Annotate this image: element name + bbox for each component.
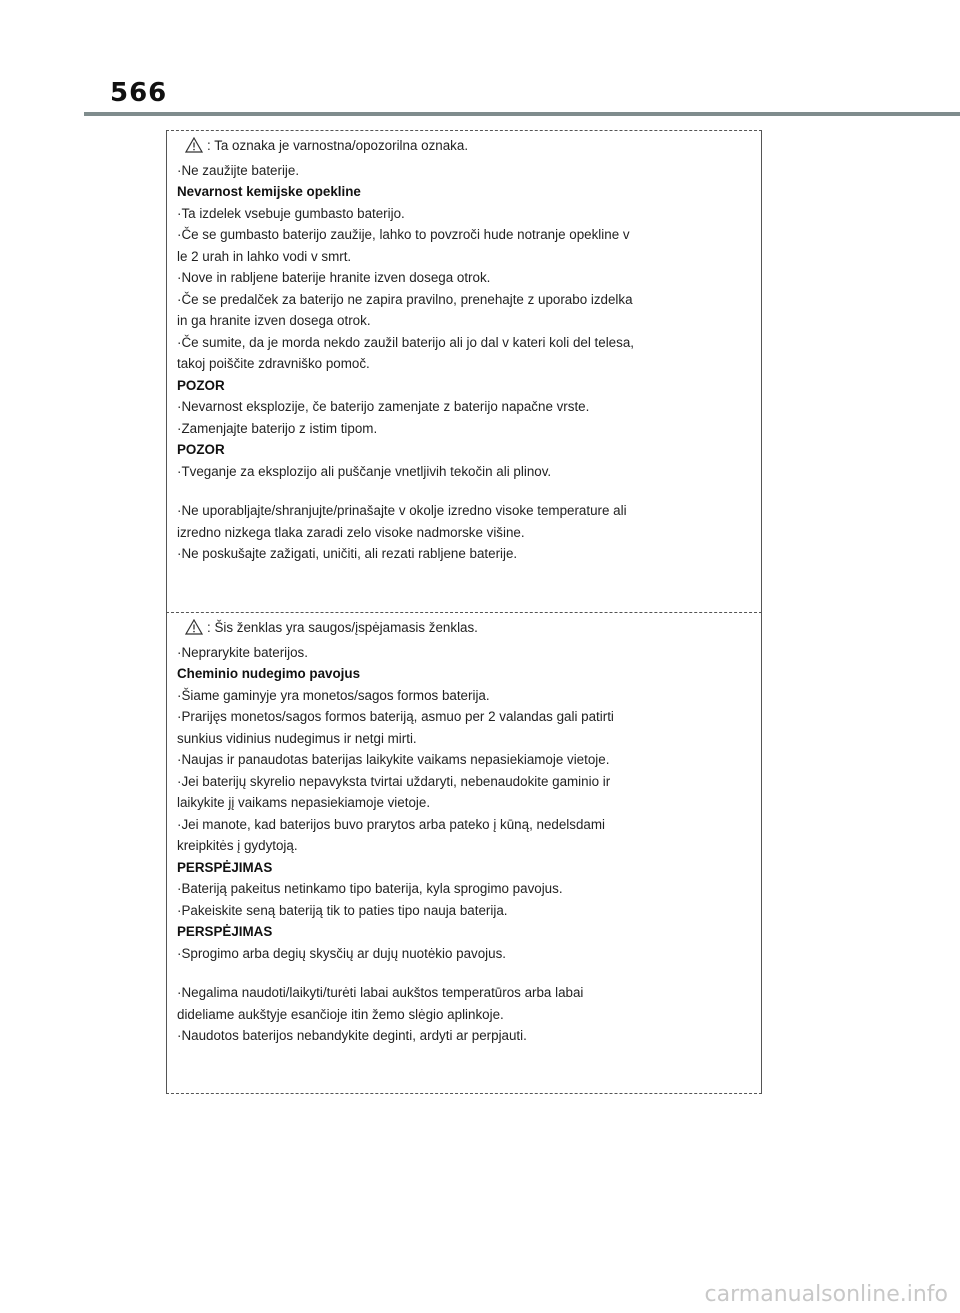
warning-title-line [177,135,761,160]
text-line: ·Nevarnost eksplozije, če baterijo zamenjate z baterijo napačne vrste. [177,399,590,414]
text-line: ·Ta izdelek vsebuje gumbasto baterijo. [177,205,405,221]
text-line: le 2 urah in lahko vodi v smrt. [177,248,352,264]
text-line: ·Če sumite, da je morda nekdo zaužil baterijo ali jo dal v kateri koli del telesa, [177,334,634,350]
text-line: sunkius vidinius nudegimus ir netgi mirti. [177,730,417,746]
header-rule [84,112,960,116]
section-lines [177,642,761,1047]
text-line: ·Jei manote, kad baterijos buvo prarytos arba pateko į kūną, nedelsdami [177,816,605,832]
text-line: ·Če se predalček za baterijo ne zapira pravilno, prenehajte z uporabo izdelka [177,291,633,307]
text-line: ·Zamenjajte baterijo z istim tipom. [177,420,378,436]
text-line: ·Prarijęs monetos/sagos formos bateriją, asmuo per 2 valandas gali patirti [177,709,614,724]
text-line: ·Naudotos baterijos nebandykite deginti, ardyti ar perpjauti. [177,1028,527,1043]
text-line: in ga hranite izven dosega otrok. [177,313,371,328]
text-line: ·Ne uporabljajte/shranjujte/prinašajte v okolje izredno visoke temperature ali [177,503,627,518]
section-heading: PERSPĖJIMAS [177,924,273,939]
text-line: ·Ne poskušajte zažigati, uničiti, ali rezati rabljene baterije. [177,546,518,561]
text-line: dideliame aukštyje esančioje itin žemo slėgio aplinkoje. [177,1006,504,1022]
text-line: ·Sprogimo arba degių skysčių ar dujų nuotėkio pavojus. [177,945,506,961]
warning-box-lithuanian [166,612,762,1094]
text-line: ·Pakeiskite seną bateriją tik to paties tipo nauja baterija. [177,902,508,918]
text-line: ·Bateriją pakeitus netinkamo tipo baterija, kyla sprogimo pavojus. [177,881,563,896]
warning-title-text: : Šis ženklas yra saugos/įspėjamasis ženklas. [207,620,478,635]
text-line: ·Če se gumbasto baterijo zaužije, lahko to povzroči hude notranje opekline v [177,227,630,242]
text-line: ·Šiame gaminyje yra monetos/sagos formos baterija. [177,687,490,703]
text-line: ·Ne zaužijte baterije. [177,162,300,178]
text-line: kreipkitės į gydytoją. [177,838,298,853]
section-heading: Nevarnost kemijske opekline [177,184,361,199]
text-line: izredno nizkega tlaka zaradi zelo visoke nadmorske višine. [177,524,525,540]
text-line: ·Neprarykite baterijos. [177,644,308,660]
text-line: ·Nove in rabljene baterije hranite izven dosega otrok. [177,270,491,285]
text-line: takoj poiščite zdravniško pomoč. [177,356,370,371]
text-line: ·Negalima naudoti/laikyti/turėti labai aukštos temperatūros arba labai [177,985,584,1000]
watermark: carmanualsonline.info [704,1282,948,1307]
text-line: laikykite jį vaikams nepasiekiamoje vietoje. [177,795,431,810]
text-line: ·Naujas ir panaudotas baterijas laikykite vaikams nepasiekiamoje vietoje. [177,752,610,767]
warning-triangle-icon [185,137,203,160]
text-line: ·Jei baterijų skyrelio nepavyksta tvirtai uždaryti, nebenaudokite gaminio ir [177,773,611,789]
section-heading: PERSPĖJIMAS [177,859,273,875]
warning-box-slovenian [166,130,762,612]
section-heading: POZOR [177,377,225,393]
warning-triangle-icon [185,619,203,642]
warning-title-text: : Ta oznaka je varnostna/opozorilna oznaka. [207,138,469,153]
section-heading: Cheminio nudegimo pavojus [177,666,361,681]
warning-title-line [177,617,761,642]
section-heading: POZOR [177,442,225,457]
text-line: ·Tveganje za eksplozijo ali puščanje vnetljivih tekočin ali plinov. [177,463,552,479]
section-lines [177,160,761,565]
page-number: 566 [110,78,168,108]
